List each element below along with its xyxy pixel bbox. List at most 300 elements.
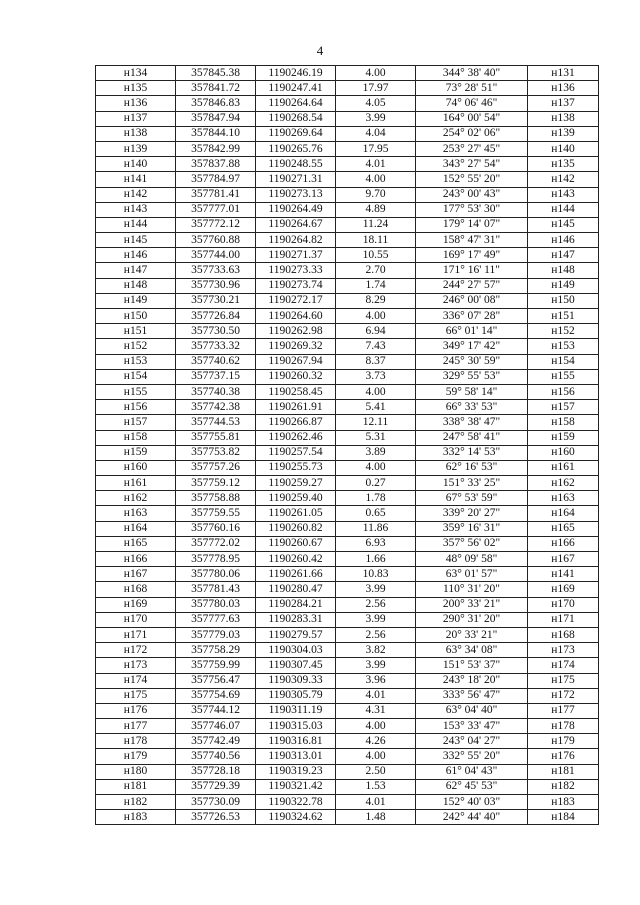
y-coordinate-cell: 1190262.46 bbox=[256, 430, 336, 445]
x-coordinate-cell: 357780.06 bbox=[176, 567, 256, 582]
table-row bbox=[96, 157, 599, 172]
y-coordinate-cell: 1190247.41 bbox=[256, 81, 336, 96]
bearing-cell: 179° 14' 07" bbox=[416, 217, 528, 232]
bearing-cell: 110° 31' 20" bbox=[416, 582, 528, 597]
point-id-cell: н134 bbox=[96, 66, 176, 81]
next-point-cell: н149 bbox=[528, 278, 599, 293]
bearing-cell: 171° 16' 11" bbox=[416, 263, 528, 278]
length-cell: 4.00 bbox=[336, 384, 416, 399]
next-point-cell: н165 bbox=[528, 521, 599, 536]
bearing-cell: 63° 01' 57" bbox=[416, 567, 528, 582]
length-cell: 10.83 bbox=[336, 567, 416, 582]
y-coordinate-cell: 1190260.42 bbox=[256, 552, 336, 567]
length-cell: 0.27 bbox=[336, 476, 416, 491]
bearing-cell: 66° 01' 14" bbox=[416, 324, 528, 339]
point-id-cell: н159 bbox=[96, 445, 176, 460]
y-coordinate-cell: 1190313.01 bbox=[256, 749, 336, 764]
table-row bbox=[96, 141, 599, 156]
next-point-cell: н156 bbox=[528, 384, 599, 399]
point-id-cell: н156 bbox=[96, 400, 176, 415]
bearing-cell: 344° 38' 40" bbox=[416, 66, 528, 81]
next-point-cell: н137 bbox=[528, 96, 599, 111]
point-id-cell: н165 bbox=[96, 536, 176, 551]
point-id-cell: н143 bbox=[96, 202, 176, 217]
length-cell: 4.00 bbox=[336, 66, 416, 81]
table-row bbox=[96, 369, 599, 384]
point-id-cell: н137 bbox=[96, 111, 176, 126]
table-row bbox=[96, 248, 599, 263]
table-row bbox=[96, 400, 599, 415]
x-coordinate-cell: 357746.07 bbox=[176, 719, 256, 734]
bearing-cell: 336° 07' 28" bbox=[416, 309, 528, 324]
length-cell: 3.99 bbox=[336, 612, 416, 627]
bearing-cell: 177° 53' 30" bbox=[416, 202, 528, 217]
y-coordinate-cell: 1190273.13 bbox=[256, 187, 336, 202]
bearing-cell: 151° 33' 25" bbox=[416, 476, 528, 491]
table-row bbox=[96, 415, 599, 430]
length-cell: 2.70 bbox=[336, 263, 416, 278]
y-coordinate-cell: 1190273.33 bbox=[256, 263, 336, 278]
x-coordinate-cell: 357759.99 bbox=[176, 658, 256, 673]
next-point-cell: н131 bbox=[528, 66, 599, 81]
point-id-cell: н183 bbox=[96, 810, 176, 825]
point-id-cell: н163 bbox=[96, 506, 176, 521]
table-row bbox=[96, 430, 599, 445]
point-id-cell: н135 bbox=[96, 81, 176, 96]
bearing-cell: 62° 16' 53" bbox=[416, 460, 528, 475]
next-point-cell: н177 bbox=[528, 703, 599, 718]
next-point-cell: н153 bbox=[528, 339, 599, 354]
next-point-cell: н148 bbox=[528, 263, 599, 278]
y-coordinate-cell: 1190272.17 bbox=[256, 293, 336, 308]
table-row bbox=[96, 536, 599, 551]
y-coordinate-cell: 1190284.21 bbox=[256, 597, 336, 612]
next-point-cell: н155 bbox=[528, 369, 599, 384]
point-id-cell: н179 bbox=[96, 749, 176, 764]
length-cell: 17.95 bbox=[336, 141, 416, 156]
point-id-cell: н150 bbox=[96, 309, 176, 324]
table-row bbox=[96, 96, 599, 111]
next-point-cell: н183 bbox=[528, 795, 599, 810]
bearing-cell: 338° 38' 47" bbox=[416, 415, 528, 430]
point-id-cell: н182 bbox=[96, 795, 176, 810]
point-id-cell: н144 bbox=[96, 217, 176, 232]
length-cell: 4.00 bbox=[336, 172, 416, 187]
bearing-cell: 62° 45' 53" bbox=[416, 779, 528, 794]
x-coordinate-cell: 357733.63 bbox=[176, 263, 256, 278]
length-cell: 4.05 bbox=[336, 96, 416, 111]
table-row bbox=[96, 172, 599, 187]
x-coordinate-cell: 357760.16 bbox=[176, 521, 256, 536]
point-id-cell: н147 bbox=[96, 263, 176, 278]
next-point-cell: н144 bbox=[528, 202, 599, 217]
point-id-cell: н170 bbox=[96, 612, 176, 627]
x-coordinate-cell: 357754.69 bbox=[176, 688, 256, 703]
next-point-cell: н159 bbox=[528, 430, 599, 445]
length-cell: 1.66 bbox=[336, 552, 416, 567]
next-point-cell: н160 bbox=[528, 445, 599, 460]
table-row bbox=[96, 354, 599, 369]
length-cell: 4.26 bbox=[336, 734, 416, 749]
point-id-cell: н180 bbox=[96, 764, 176, 779]
y-coordinate-cell: 1190248.55 bbox=[256, 157, 336, 172]
bearing-cell: 164° 00' 54" bbox=[416, 111, 528, 126]
length-cell: 3.99 bbox=[336, 111, 416, 126]
table-row bbox=[96, 81, 599, 96]
y-coordinate-cell: 1190262.98 bbox=[256, 324, 336, 339]
table-row bbox=[96, 597, 599, 612]
table-row bbox=[96, 643, 599, 658]
next-point-cell: н179 bbox=[528, 734, 599, 749]
x-coordinate-cell: 357728.18 bbox=[176, 764, 256, 779]
length-cell: 4.31 bbox=[336, 703, 416, 718]
point-id-cell: н142 bbox=[96, 187, 176, 202]
table-row bbox=[96, 779, 599, 794]
point-id-cell: н151 bbox=[96, 324, 176, 339]
length-cell: 2.56 bbox=[336, 627, 416, 642]
y-coordinate-cell: 1190264.64 bbox=[256, 96, 336, 111]
point-id-cell: н167 bbox=[96, 567, 176, 582]
length-cell: 4.00 bbox=[336, 309, 416, 324]
bearing-cell: 253° 27' 45" bbox=[416, 141, 528, 156]
table-row bbox=[96, 810, 599, 825]
bearing-cell: 343° 27' 54" bbox=[416, 157, 528, 172]
next-point-cell: н142 bbox=[528, 172, 599, 187]
y-coordinate-cell: 1190261.66 bbox=[256, 567, 336, 582]
length-cell: 12.11 bbox=[336, 415, 416, 430]
y-coordinate-cell: 1190304.03 bbox=[256, 643, 336, 658]
table-row bbox=[96, 612, 599, 627]
bearing-cell: 243° 00' 43" bbox=[416, 187, 528, 202]
next-point-cell: н140 bbox=[528, 141, 599, 156]
y-coordinate-cell: 1190264.49 bbox=[256, 202, 336, 217]
table-row bbox=[96, 749, 599, 764]
length-cell: 8.29 bbox=[336, 293, 416, 308]
point-id-cell: н169 bbox=[96, 597, 176, 612]
bearing-cell: 74° 06' 46" bbox=[416, 96, 528, 111]
length-cell: 4.01 bbox=[336, 688, 416, 703]
y-coordinate-cell: 1190264.60 bbox=[256, 309, 336, 324]
length-cell: 1.78 bbox=[336, 491, 416, 506]
x-coordinate-cell: 357756.47 bbox=[176, 673, 256, 688]
bearing-cell: 152° 40' 03" bbox=[416, 795, 528, 810]
x-coordinate-cell: 357757.26 bbox=[176, 460, 256, 475]
length-cell: 17.97 bbox=[336, 81, 416, 96]
x-coordinate-cell: 357759.55 bbox=[176, 506, 256, 521]
length-cell: 4.01 bbox=[336, 795, 416, 810]
next-point-cell: н164 bbox=[528, 506, 599, 521]
y-coordinate-cell: 1190268.54 bbox=[256, 111, 336, 126]
y-coordinate-cell: 1190280.47 bbox=[256, 582, 336, 597]
x-coordinate-cell: 357730.96 bbox=[176, 278, 256, 293]
table-row bbox=[96, 217, 599, 232]
table-row bbox=[96, 202, 599, 217]
y-coordinate-cell: 1190321.42 bbox=[256, 779, 336, 794]
next-point-cell: н158 bbox=[528, 415, 599, 430]
next-point-cell: н169 bbox=[528, 582, 599, 597]
length-cell: 2.50 bbox=[336, 764, 416, 779]
length-cell: 3.99 bbox=[336, 582, 416, 597]
next-point-cell: н151 bbox=[528, 309, 599, 324]
length-cell: 11.24 bbox=[336, 217, 416, 232]
x-coordinate-cell: 357844.10 bbox=[176, 126, 256, 141]
x-coordinate-cell: 357759.12 bbox=[176, 476, 256, 491]
bearing-cell: 290° 31' 20" bbox=[416, 612, 528, 627]
point-id-cell: н155 bbox=[96, 384, 176, 399]
x-coordinate-cell: 357780.03 bbox=[176, 597, 256, 612]
length-cell: 3.96 bbox=[336, 673, 416, 688]
point-id-cell: н181 bbox=[96, 779, 176, 794]
point-id-cell: н176 bbox=[96, 703, 176, 718]
bearing-cell: 200° 33' 21" bbox=[416, 597, 528, 612]
length-cell: 3.73 bbox=[336, 369, 416, 384]
next-point-cell: н163 bbox=[528, 491, 599, 506]
length-cell: 5.31 bbox=[336, 430, 416, 445]
point-id-cell: н154 bbox=[96, 369, 176, 384]
length-cell: 4.01 bbox=[336, 157, 416, 172]
x-coordinate-cell: 357742.38 bbox=[176, 400, 256, 415]
bearing-cell: 67° 53' 59" bbox=[416, 491, 528, 506]
length-cell: 4.00 bbox=[336, 749, 416, 764]
bearing-cell: 152° 55' 20" bbox=[416, 172, 528, 187]
bearing-cell: 244° 27' 57" bbox=[416, 278, 528, 293]
bearing-cell: 169° 17' 49" bbox=[416, 248, 528, 263]
next-point-cell: н150 bbox=[528, 293, 599, 308]
table-row bbox=[96, 688, 599, 703]
x-coordinate-cell: 357846.83 bbox=[176, 96, 256, 111]
length-cell: 3.99 bbox=[336, 658, 416, 673]
y-coordinate-cell: 1190283.31 bbox=[256, 612, 336, 627]
length-cell: 1.48 bbox=[336, 810, 416, 825]
x-coordinate-cell: 357730.09 bbox=[176, 795, 256, 810]
x-coordinate-cell: 357726.53 bbox=[176, 810, 256, 825]
point-id-cell: н146 bbox=[96, 248, 176, 263]
bearing-cell: 246° 00' 08" bbox=[416, 293, 528, 308]
length-cell: 6.93 bbox=[336, 536, 416, 551]
length-cell: 8.37 bbox=[336, 354, 416, 369]
length-cell: 11.86 bbox=[336, 521, 416, 536]
x-coordinate-cell: 357737.15 bbox=[176, 369, 256, 384]
table-row bbox=[96, 673, 599, 688]
x-coordinate-cell: 357772.12 bbox=[176, 217, 256, 232]
x-coordinate-cell: 357760.88 bbox=[176, 233, 256, 248]
next-point-cell: н161 bbox=[528, 460, 599, 475]
y-coordinate-cell: 1190258.45 bbox=[256, 384, 336, 399]
bearing-cell: 73° 28' 51" bbox=[416, 81, 528, 96]
y-coordinate-cell: 1190261.91 bbox=[256, 400, 336, 415]
next-point-cell: н176 bbox=[528, 749, 599, 764]
table-row bbox=[96, 339, 599, 354]
x-coordinate-cell: 357777.01 bbox=[176, 202, 256, 217]
y-coordinate-cell: 1190264.82 bbox=[256, 233, 336, 248]
x-coordinate-cell: 357772.02 bbox=[176, 536, 256, 551]
x-coordinate-cell: 357753.82 bbox=[176, 445, 256, 460]
x-coordinate-cell: 357781.41 bbox=[176, 187, 256, 202]
point-id-cell: н178 bbox=[96, 734, 176, 749]
y-coordinate-cell: 1190257.54 bbox=[256, 445, 336, 460]
next-point-cell: н154 bbox=[528, 354, 599, 369]
y-coordinate-cell: 1190309.33 bbox=[256, 673, 336, 688]
x-coordinate-cell: 357841.72 bbox=[176, 81, 256, 96]
table-row bbox=[96, 460, 599, 475]
table-row bbox=[96, 309, 599, 324]
next-point-cell: н175 bbox=[528, 673, 599, 688]
point-id-cell: н177 bbox=[96, 719, 176, 734]
table-row bbox=[96, 734, 599, 749]
bearing-cell: 158° 47' 31" bbox=[416, 233, 528, 248]
length-cell: 18.11 bbox=[336, 233, 416, 248]
y-coordinate-cell: 1190260.67 bbox=[256, 536, 336, 551]
bearing-cell: 48° 09' 58" bbox=[416, 552, 528, 567]
table-row bbox=[96, 703, 599, 718]
point-id-cell: н140 bbox=[96, 157, 176, 172]
next-point-cell: н174 bbox=[528, 658, 599, 673]
next-point-cell: н178 bbox=[528, 719, 599, 734]
point-id-cell: н166 bbox=[96, 552, 176, 567]
point-id-cell: н157 bbox=[96, 415, 176, 430]
y-coordinate-cell: 1190271.31 bbox=[256, 172, 336, 187]
x-coordinate-cell: 357744.00 bbox=[176, 248, 256, 263]
point-id-cell: н141 bbox=[96, 172, 176, 187]
table-row bbox=[96, 658, 599, 673]
length-cell: 4.04 bbox=[336, 126, 416, 141]
next-point-cell: н136 bbox=[528, 81, 599, 96]
length-cell: 9.70 bbox=[336, 187, 416, 202]
x-coordinate-cell: 357784.97 bbox=[176, 172, 256, 187]
length-cell: 6.94 bbox=[336, 324, 416, 339]
bearing-cell: 329° 55' 53" bbox=[416, 369, 528, 384]
y-coordinate-cell: 1190259.40 bbox=[256, 491, 336, 506]
bearing-cell: 332° 55' 20" bbox=[416, 749, 528, 764]
table-row bbox=[96, 582, 599, 597]
x-coordinate-cell: 357779.03 bbox=[176, 627, 256, 642]
table-row bbox=[96, 795, 599, 810]
point-id-cell: н136 bbox=[96, 96, 176, 111]
next-point-cell: н171 bbox=[528, 612, 599, 627]
table-row bbox=[96, 278, 599, 293]
y-coordinate-cell: 1190269.32 bbox=[256, 339, 336, 354]
x-coordinate-cell: 357845.38 bbox=[176, 66, 256, 81]
bearing-cell: 339° 20' 27" bbox=[416, 506, 528, 521]
next-point-cell: н138 bbox=[528, 111, 599, 126]
table-row bbox=[96, 521, 599, 536]
length-cell: 2.56 bbox=[336, 597, 416, 612]
x-coordinate-cell: 357744.12 bbox=[176, 703, 256, 718]
x-coordinate-cell: 357755.81 bbox=[176, 430, 256, 445]
table-row bbox=[96, 719, 599, 734]
point-id-cell: н148 bbox=[96, 278, 176, 293]
y-coordinate-cell: 1190307.45 bbox=[256, 658, 336, 673]
next-point-cell: н170 bbox=[528, 597, 599, 612]
point-id-cell: н162 bbox=[96, 491, 176, 506]
bearing-cell: 63° 34' 08" bbox=[416, 643, 528, 658]
table-row bbox=[96, 324, 599, 339]
x-coordinate-cell: 357730.50 bbox=[176, 324, 256, 339]
x-coordinate-cell: 357758.88 bbox=[176, 491, 256, 506]
y-coordinate-cell: 1190316.81 bbox=[256, 734, 336, 749]
bearing-cell: 359° 16' 31" bbox=[416, 521, 528, 536]
y-coordinate-cell: 1190260.32 bbox=[256, 369, 336, 384]
next-point-cell: н162 bbox=[528, 476, 599, 491]
table-row bbox=[96, 491, 599, 506]
x-coordinate-cell: 357847.94 bbox=[176, 111, 256, 126]
point-id-cell: н153 bbox=[96, 354, 176, 369]
x-coordinate-cell: 357777.63 bbox=[176, 612, 256, 627]
x-coordinate-cell: 357842.99 bbox=[176, 141, 256, 156]
next-point-cell: н146 bbox=[528, 233, 599, 248]
x-coordinate-cell: 357744.53 bbox=[176, 415, 256, 430]
x-coordinate-cell: 357730.21 bbox=[176, 293, 256, 308]
next-point-cell: н145 bbox=[528, 217, 599, 232]
table-row bbox=[96, 66, 599, 81]
x-coordinate-cell: 357729.39 bbox=[176, 779, 256, 794]
point-id-cell: н172 bbox=[96, 643, 176, 658]
next-point-cell: н143 bbox=[528, 187, 599, 202]
next-point-cell: н157 bbox=[528, 400, 599, 415]
length-cell: 3.89 bbox=[336, 445, 416, 460]
y-coordinate-cell: 1190315.03 bbox=[256, 719, 336, 734]
length-cell: 1.53 bbox=[336, 779, 416, 794]
bearing-cell: 151° 53' 37" bbox=[416, 658, 528, 673]
bearing-cell: 243° 04' 27" bbox=[416, 734, 528, 749]
next-point-cell: н168 bbox=[528, 627, 599, 642]
point-id-cell: н139 bbox=[96, 141, 176, 156]
next-point-cell: н152 bbox=[528, 324, 599, 339]
length-cell: 4.00 bbox=[336, 460, 416, 475]
bearing-cell: 59° 58' 14" bbox=[416, 384, 528, 399]
table-row bbox=[96, 384, 599, 399]
y-coordinate-cell: 1190279.57 bbox=[256, 627, 336, 642]
bearing-cell: 245° 30' 59" bbox=[416, 354, 528, 369]
point-id-cell: н160 bbox=[96, 460, 176, 475]
bearing-cell: 20° 33' 21" bbox=[416, 627, 528, 642]
next-point-cell: н181 bbox=[528, 764, 599, 779]
y-coordinate-cell: 1190246.19 bbox=[256, 66, 336, 81]
bearing-cell: 61° 04' 43" bbox=[416, 764, 528, 779]
point-id-cell: н145 bbox=[96, 233, 176, 248]
table-row bbox=[96, 476, 599, 491]
y-coordinate-cell: 1190260.82 bbox=[256, 521, 336, 536]
y-coordinate-cell: 1190265.76 bbox=[256, 141, 336, 156]
table-row bbox=[96, 111, 599, 126]
bearing-cell: 349° 17' 42" bbox=[416, 339, 528, 354]
y-coordinate-cell: 1190266.87 bbox=[256, 415, 336, 430]
x-coordinate-cell: 357740.38 bbox=[176, 384, 256, 399]
point-id-cell: н171 bbox=[96, 627, 176, 642]
table-row bbox=[96, 552, 599, 567]
coordinates-table bbox=[95, 65, 599, 825]
length-cell: 4.00 bbox=[336, 719, 416, 734]
x-coordinate-cell: 357778.95 bbox=[176, 552, 256, 567]
point-id-cell: н158 bbox=[96, 430, 176, 445]
y-coordinate-cell: 1190267.94 bbox=[256, 354, 336, 369]
point-id-cell: н173 bbox=[96, 658, 176, 673]
length-cell: 5.41 bbox=[336, 400, 416, 415]
y-coordinate-cell: 1190259.27 bbox=[256, 476, 336, 491]
y-coordinate-cell: 1190324.62 bbox=[256, 810, 336, 825]
point-id-cell: н161 bbox=[96, 476, 176, 491]
bearing-cell: 357° 56' 02" bbox=[416, 536, 528, 551]
next-point-cell: н172 bbox=[528, 688, 599, 703]
next-point-cell: н135 bbox=[528, 157, 599, 172]
y-coordinate-cell: 1190319.23 bbox=[256, 764, 336, 779]
table-row bbox=[96, 567, 599, 582]
bearing-cell: 333° 56' 47" bbox=[416, 688, 528, 703]
length-cell: 0.65 bbox=[336, 506, 416, 521]
y-coordinate-cell: 1190311.19 bbox=[256, 703, 336, 718]
x-coordinate-cell: 357781.43 bbox=[176, 582, 256, 597]
x-coordinate-cell: 357742.49 bbox=[176, 734, 256, 749]
